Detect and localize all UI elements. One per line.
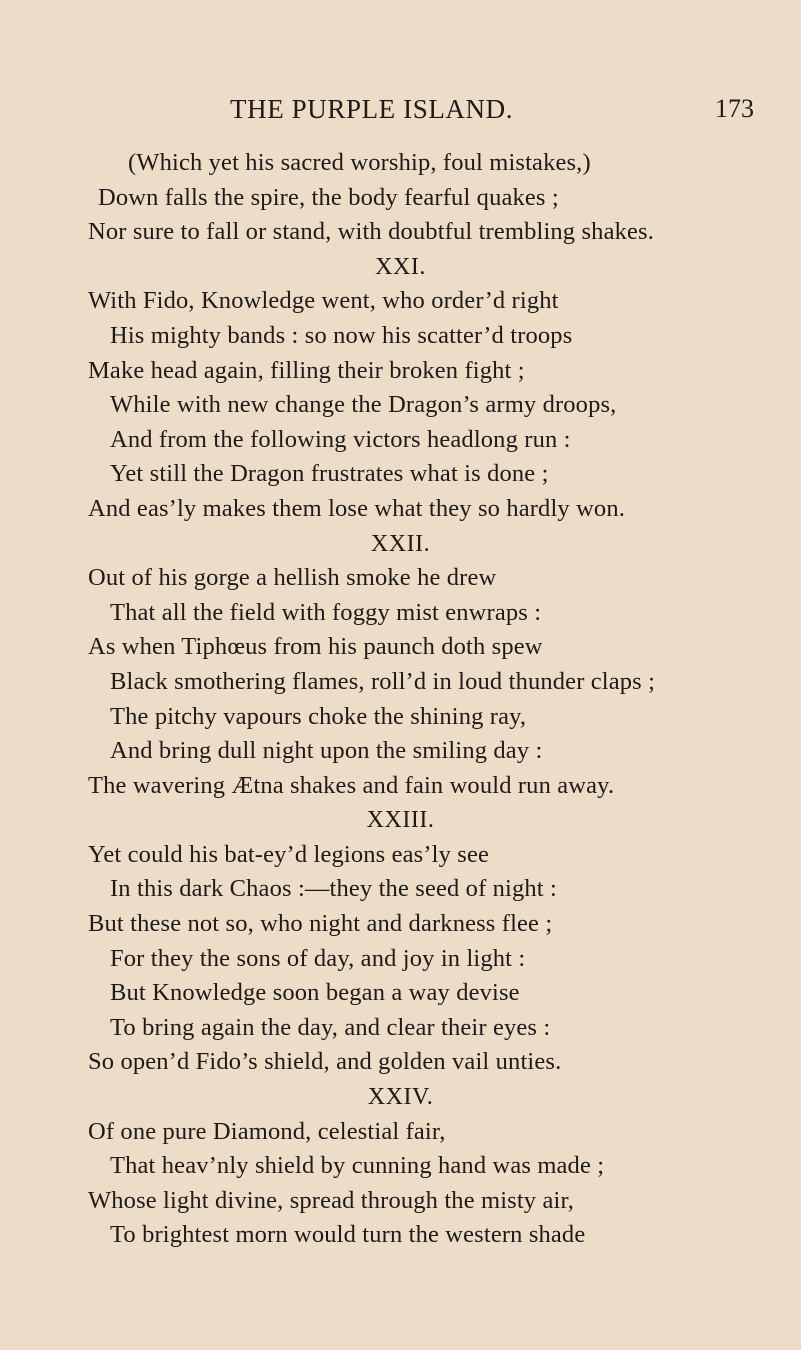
verse-text: In this dark Chaos :—they the seed of night :: [110, 875, 557, 903]
verse-text: To brightest morn would turn the western shade: [110, 1221, 586, 1249]
verse-line: [0, 1184, 801, 1219]
verse-text: Whose light divine, spread through the misty air,: [88, 1186, 575, 1214]
verse-line: [0, 284, 801, 319]
poem-text: [0, 146, 801, 1253]
verse-text: That heav’nly shield by cunning hand was made ;: [110, 1152, 605, 1180]
stanza-number-line: [0, 1080, 801, 1115]
verse-text: Out of his gorge a hellish smoke he drew: [88, 564, 497, 592]
stanza-number: XXIII.: [366, 807, 435, 834]
verse-text: For they the sons of day, and joy in light :: [110, 944, 526, 972]
verse-text: His mighty bands : so now his scatter’d troops: [110, 321, 573, 349]
verse-text: Yet still the Dragon frustrates what is done ;: [110, 460, 549, 488]
verse-text: As when Tiphœus from his paunch doth spew: [88, 633, 543, 661]
verse-line: [0, 1011, 801, 1046]
verse-text: While with new change the Dragon’s army droops,: [110, 391, 617, 419]
verse-text: The wavering Ætna shakes and fain would run away.: [88, 771, 615, 799]
verse-line: [0, 146, 801, 181]
verse-text: Of one pure Diamond, celestial fair,: [88, 1117, 446, 1145]
verse-line: [0, 388, 801, 423]
verse-text: And eas’ly makes them lose what they so hardly won.: [88, 494, 626, 522]
verse-line: [0, 1149, 801, 1184]
verse-line: [0, 492, 801, 527]
verse-line: [0, 838, 801, 873]
verse-line: [0, 319, 801, 354]
verse-line: [0, 457, 801, 492]
verse-text: Make head again, filling their broken fight ;: [88, 356, 525, 384]
verse-text: And from the following victors headlong run :: [110, 425, 571, 453]
verse-line: [0, 734, 801, 769]
verse-line: [0, 215, 801, 250]
verse-text: To bring again the day, and clear their eyes :: [110, 1013, 551, 1041]
running-head: [0, 94, 801, 134]
verse-line: [0, 942, 801, 977]
verse-text: The pitchy vapours choke the shining ray,: [110, 702, 527, 730]
verse-line: [0, 769, 801, 804]
verse-line: [0, 354, 801, 389]
verse-line: [0, 596, 801, 631]
verse-line: [0, 1115, 801, 1150]
verse-line: [0, 872, 801, 907]
verse-text: And bring dull night upon the smiling day :: [110, 737, 543, 765]
verse-line: [0, 630, 801, 665]
page-number: 173: [715, 94, 754, 123]
verse-line: [0, 907, 801, 942]
verse-line: [0, 423, 801, 458]
verse-line: [0, 181, 801, 216]
stanza-number-line: [0, 250, 801, 285]
verse-text: With Fido, Knowledge went, who order’d right: [88, 287, 559, 315]
verse-text: But Knowledge soon began a way devise: [110, 979, 520, 1007]
stanza-number: XXI.: [375, 253, 426, 280]
verse-text: That all the field with foggy mist enwraps :: [110, 598, 542, 626]
running-title: THE PURPLE ISLAND.: [230, 94, 514, 124]
stanza-number-line: [0, 527, 801, 562]
stanza-number-line: [0, 803, 801, 838]
verse-line: [0, 1218, 801, 1253]
verse-text: But these not so, who night and darkness flee ;: [88, 910, 553, 938]
verse-text: Down falls the spire, the body fearful quakes ;: [98, 183, 559, 211]
verse-line: [0, 665, 801, 700]
verse-text: So open’d Fido’s shield, and golden vail unties.: [88, 1048, 562, 1076]
verse-text: Yet could his bat-ey’d legions eas’ly see: [88, 840, 490, 868]
verse-line: [0, 976, 801, 1011]
verse-line: [0, 561, 801, 596]
stanza-number: XXIV.: [367, 1084, 434, 1111]
verse-text: Nor sure to fall or stand, with doubtful trembling shakes.: [88, 218, 654, 246]
verse-text: (Which yet his sacred worship, foul mistakes,): [128, 149, 591, 176]
verse-line: [0, 1045, 801, 1080]
verse-line: [0, 700, 801, 735]
verse-text: Black smothering flames, roll’d in loud thunder claps ;: [110, 667, 656, 695]
stanza-number: XXII.: [370, 530, 431, 557]
